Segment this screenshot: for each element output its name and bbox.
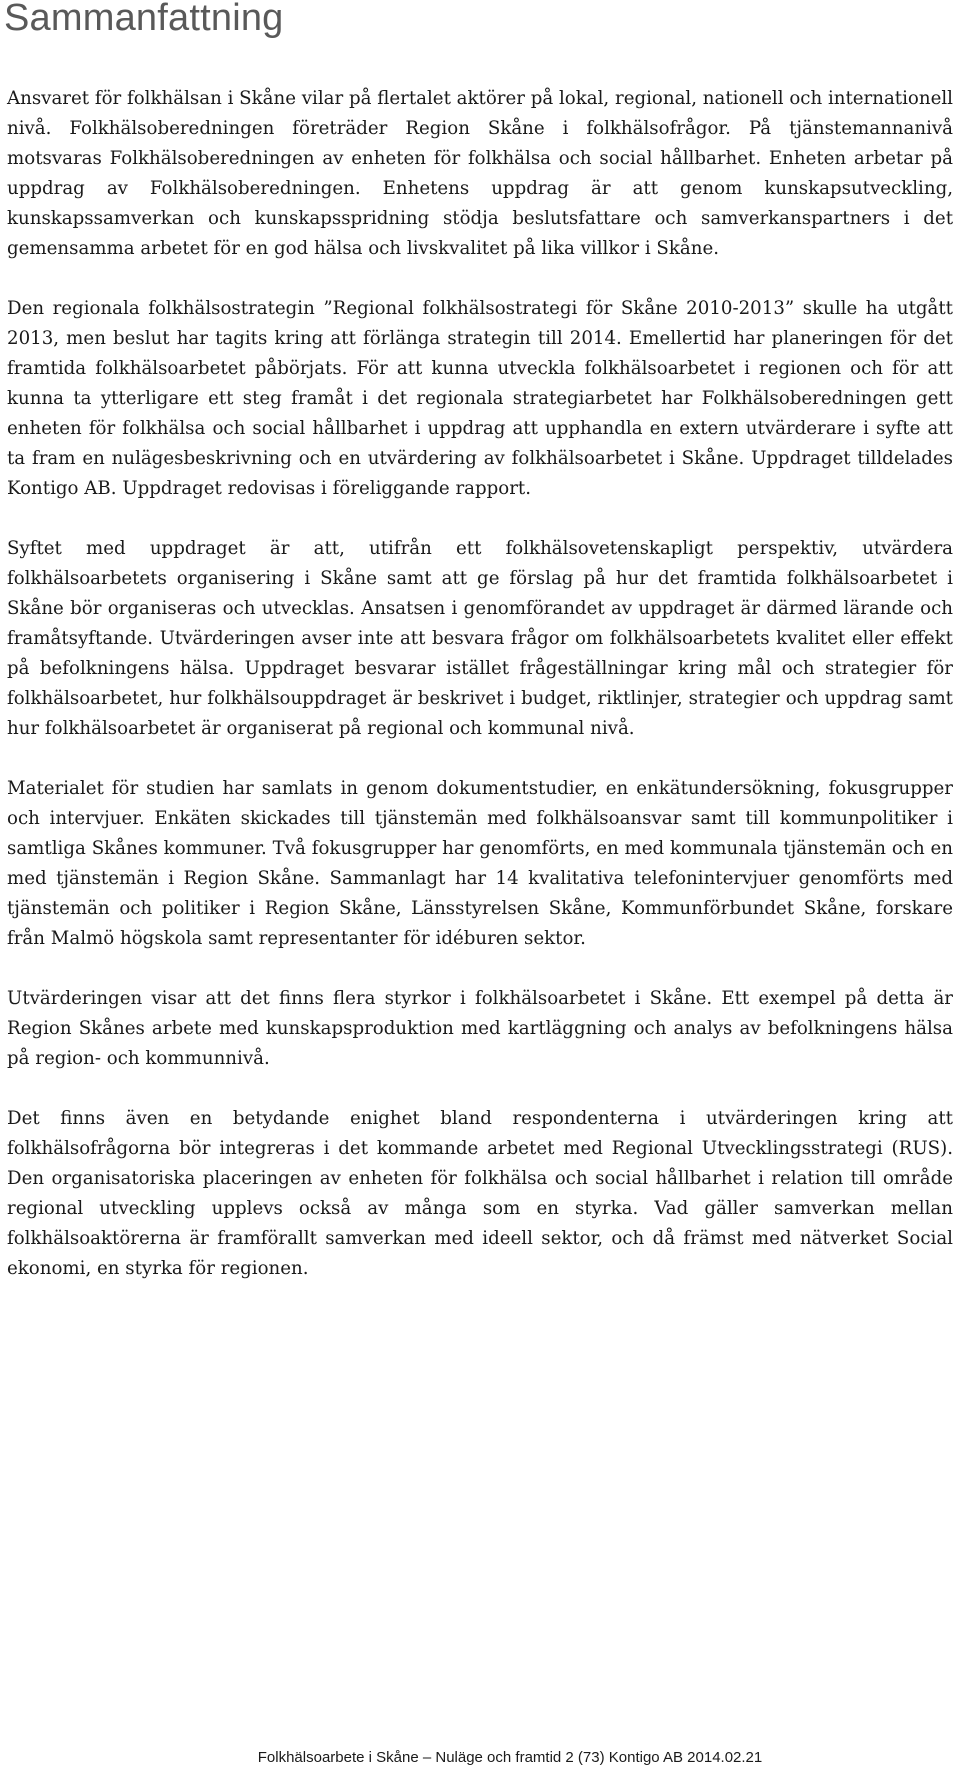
paragraph-strategy: Den regionala folkhälsostrategin ”Regional folkhälsostrategi för Skåne 2010-2013” skulle ha utgått 2013, men beslut har tagits kring att förlänga strategin till 2014. Emellertid har planeringen för det framtida folkhälsoarbetet påbörjats. För att kunna utveckla folkhälsoarbetet i regionen och för att kunna ta ytterligare ett steg framåt i det regionala strategiarbetet har Folkhälsoberedningen gett enheten för folkhälsa och social hållbarhet i uppdrag att upphandla en extern utvärderare i syfte att ta fram en nulägesbeskrivning och en utvärdering av folkhälsoarbetet i Skåne. Uppdraget tilldelades Kontigo AB. Uppdraget redovisas i föreliggande rapport. (7, 298, 953, 499)
summary-body (7, 84, 953, 1314)
paragraph-consensus: Det finns även en betydande enighet bland respondenterna i utvärderingen kring att folkhälsofrågorna bör integreras i det kommande arbetet med Regional Utvecklingsstrategi (RUS). Den organisatoriska placeringen av enheten för folkhälsa och social hållbarhet i relation till område regional utveckling upplevs också av många som en styrka. Vad gäller samverkan mellan folkhälsoaktörerna är framförallt samverkan med ideell sektor, och då främst med nätverket Social ekonomi, en styrka för regionen. (7, 1108, 953, 1279)
paragraph-method: Materialet för studien har samlats in genom dokumentstudier, en enkätundersökning, fokusgrupper och intervjuer. Enkäten skickades till tjänstemän med folkhälsoansvar samt till kommunpolitiker i samtliga Skånes kommuner. Två fokusgrupper har genomförts, en med kommunala tjänstemän och en med tjänstemän i Region Skåne. Sammanlagt har 14 kvalitativa telefonintervjuer genomförts med tjänstemän och politiker i Region Skåne, Länsstyrelsen Skåne, Kommunförbundet Skåne, forskare från Malmö högskola samt representanter för idéburen sektor. (7, 778, 953, 949)
page-title: Sammanfattning (4, 0, 284, 39)
paragraph-responsibility: Ansvaret för folkhälsan i Skåne vilar på flertalet aktörer på lokal, regional, nationell och internationell nivå. Folkhälsoberedningen företräder Region Skåne i folkhälsofrågor. På tjänstemannanivå motsvaras Folkhälsoberedningen av enheten för folkhälsa och social hållbarhet. Enheten arbetar på uppdrag av Folkhälsoberedningen. Enhetens uppdrag är att genom kunskapsutveckling, kunskapssamverkan och kunskapsspridning stödja beslutsfattare och samverkanspartners i det gemensamma arbetet för en god hälsa och livskvalitet på lika villkor i Skåne. (7, 88, 953, 259)
page-footer: Folkhälsoarbete i Skåne – Nuläge och framtid 2 (73) Kontigo AB 2014.02.21 (257, 1749, 763, 1766)
paragraph-purpose: Syftet med uppdraget är att, utifrån ett folkhälsovetenskapligt perspektiv, utvärdera folkhälsoarbetets organisering i Skåne samt att ge förslag på hur det framtida folkhälsoarbetet i Skåne bör organiseras och utvecklas. Ansatsen i genomförandet av uppdraget är därmed lärande och framåtsyftande. Utvärderingen avser inte att besvara frågor om folkhälsoarbetets kvalitet eller effekt på befolkningens hälsa. Uppdraget besvarar istället frågeställningar kring mål och strategier för folkhälsoarbetet, hur folkhälsouppdraget är beskrivet i budget, riktlinjer, strategier och uppdrag samt hur folkhälsoarbetet är organiserat på regional och kommunal nivå. (7, 538, 953, 739)
paragraph-strengths: Utvärderingen visar att det finns flera styrkor i folkhälsoarbetet i Skåne. Ett exempel på detta är Region Skånes arbete med kunskapsproduktion med kartläggning och analys av befolkningens hälsa på region- och kommunnivå. (7, 988, 953, 1069)
